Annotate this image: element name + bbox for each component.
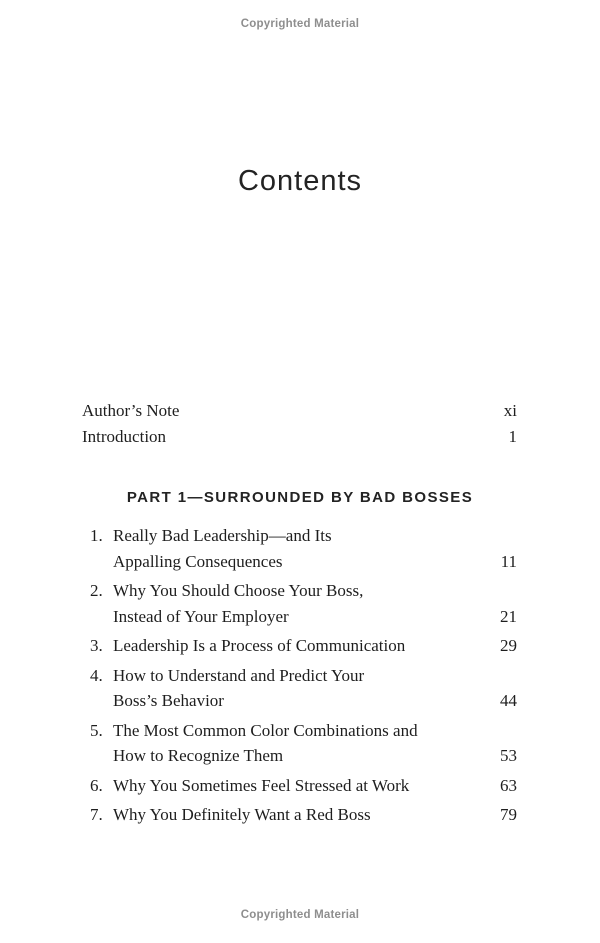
chapter-title: How to Understand and Predict Your Boss’s Behavior — [113, 665, 365, 710]
copyright-banner-top: Copyrighted Material — [240, 18, 360, 30]
chapter-title: Really Bad Leadership—and Its Appalling Consequences — [113, 526, 332, 571]
chapter-entry — [82, 802, 517, 828]
chapter-title: Leadership Is a Process of Communication — [113, 636, 406, 655]
chapter-title: Why You Sometimes Feel Stressed at Work — [113, 775, 410, 795]
chapter-number: 2. — [90, 581, 103, 600]
front-matter-list — [82, 398, 517, 450]
chapter-page-number: 63 — [500, 775, 517, 795]
front-matter-title: Author’s Note — [82, 401, 180, 420]
chapter-entry — [82, 523, 517, 574]
chapter-entry — [82, 633, 517, 659]
chapter-page-number: 21 — [500, 606, 517, 626]
chapter-page-number: 29 — [500, 636, 517, 655]
front-matter-page-number: xi — [503, 401, 517, 420]
chapter-page-number: 53 — [500, 746, 517, 765]
chapter-number: 7. — [90, 805, 103, 824]
chapter-page-number: 11 — [500, 551, 517, 571]
copyright-banner-bottom: Copyrighted Material — [240, 909, 360, 921]
chapter-page-number: 44 — [500, 691, 517, 710]
chapter-title: The Most Common Color Combinations and How to Recognize Them — [113, 720, 418, 765]
chapter-number: 1. — [90, 526, 103, 545]
chapter-number: 4. — [90, 665, 103, 685]
page-title: Contents — [237, 165, 363, 197]
chapter-title: Why You Definitely Want a Red Boss — [113, 805, 371, 824]
chapter-number: 5. — [90, 720, 103, 740]
front-matter-row — [82, 424, 517, 450]
front-matter-row — [82, 398, 517, 424]
chapter-entry — [82, 773, 517, 799]
front-matter-title: Introduction — [82, 427, 167, 446]
chapter-entry — [82, 578, 517, 629]
chapter-title: Why You Should Choose Your Boss, Instead of Your Employer — [113, 581, 364, 626]
chapter-page-number: 79 — [500, 805, 517, 824]
part-heading: PART 1—SURROUNDED BY BAD BOSSES — [126, 489, 474, 506]
front-matter-page-number: 1 — [508, 427, 517, 446]
chapter-entry — [82, 718, 517, 769]
chapter-entry — [82, 663, 517, 714]
chapter-number: 3. — [90, 636, 103, 655]
chapter-list — [82, 523, 517, 832]
chapter-number: 6. — [90, 775, 103, 795]
